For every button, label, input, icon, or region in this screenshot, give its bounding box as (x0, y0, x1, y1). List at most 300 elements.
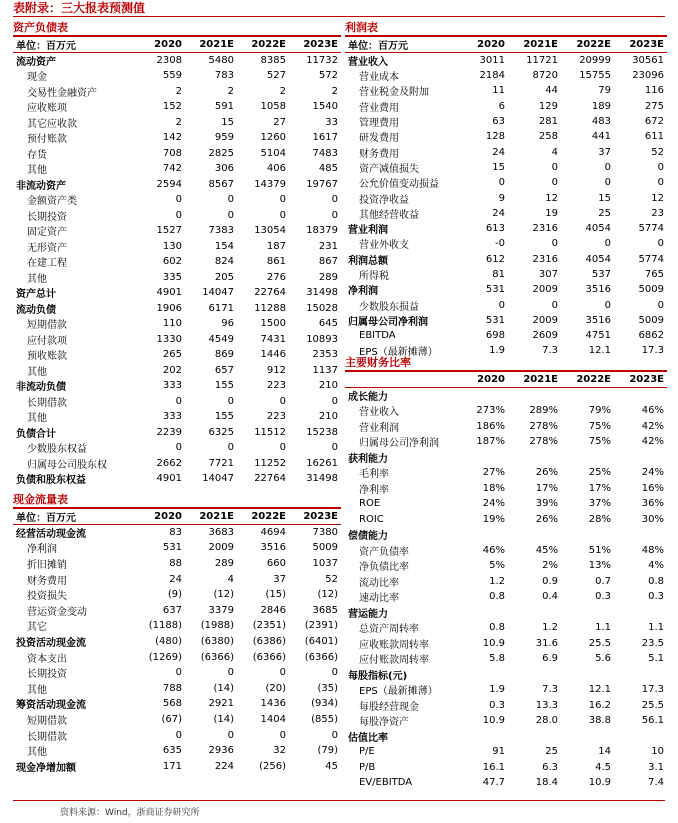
year-header: 2020 (455, 372, 508, 388)
year-header: 2021E (508, 37, 561, 53)
cell-value: 13% (588, 560, 611, 572)
cell-value: 335 (162, 271, 182, 283)
cell-value: 15238 (306, 426, 338, 438)
year-header: 2020 (133, 37, 185, 53)
cell-value: 0 (551, 161, 558, 173)
cell-value: 1404 (260, 714, 286, 726)
cell-value: 0 (175, 729, 182, 741)
cell-value: 0.8 (489, 591, 505, 603)
row-label: 营业外收支 (359, 240, 409, 252)
cell-value: 5774 (638, 253, 664, 265)
cell-value: 128 (485, 131, 505, 143)
table-row (345, 682, 667, 698)
row-label: 资产负债率 (359, 546, 409, 558)
cell-value: (67) (161, 714, 182, 726)
cell-value: 42% (641, 420, 664, 432)
table-row (13, 53, 341, 69)
table-row (345, 175, 667, 190)
cell-value: 31498 (306, 473, 338, 485)
table-row (13, 130, 341, 146)
cell-value: 7721 (208, 457, 234, 469)
row-label: 现金 (27, 72, 47, 84)
cell-value: 4 (227, 573, 234, 585)
cell-value: 0.8 (648, 575, 664, 587)
cell-value: 7431 (260, 333, 286, 345)
cell-value: 4% (648, 560, 664, 572)
table-row (13, 649, 341, 665)
table-row (345, 434, 667, 450)
cell-value: 8567 (208, 178, 234, 190)
table-row (345, 297, 667, 312)
cell-value: 1037 (312, 558, 338, 570)
title-rule (13, 16, 665, 17)
cell-value: 52 (325, 573, 338, 585)
row-label: 营业利润 (359, 422, 399, 434)
cell-value: 1527 (156, 225, 182, 237)
row-label: 非流动负债 (16, 382, 66, 394)
row-label: 应付款项 (27, 335, 67, 347)
row-label: 投资净收益 (359, 194, 409, 206)
cell-value: 912 (266, 364, 286, 376)
cell-value: 0.8 (489, 622, 505, 634)
cell-value: 25 (545, 746, 558, 758)
cell-value: (256) (259, 760, 286, 772)
cell-value: 83 (169, 527, 182, 539)
page-title: 表附录：三大报表预测值 (13, 1, 146, 15)
row-label: 其他 (27, 366, 47, 378)
row-label: 存货 (27, 149, 47, 161)
cell-value: 2353 (312, 349, 338, 361)
row-label: 长期投资 (27, 211, 67, 223)
cell-value: 18.4 (535, 777, 558, 789)
cell-value: 11252 (254, 457, 286, 469)
cell-value: 5009 (638, 284, 664, 296)
cell-value: 611 (644, 131, 664, 143)
category-row (345, 388, 667, 404)
cell-value: 258 (538, 131, 558, 143)
row-label: 经营活动现金流 (16, 529, 86, 541)
cell-value: 1330 (156, 333, 182, 345)
cell-value: 48% (641, 544, 664, 556)
cell-value: 3685 (312, 604, 338, 616)
cell-value: 1.2 (489, 575, 505, 587)
cell-value: 0 (331, 667, 338, 679)
row-label: 其他 (27, 413, 47, 425)
income-statement-panel (345, 20, 667, 359)
table-row (13, 696, 341, 712)
row-label: 营业收入 (359, 407, 399, 419)
cell-value: 0 (279, 395, 286, 407)
cell-value: 2825 (208, 147, 234, 159)
cell-value: 202 (162, 364, 182, 376)
row-label: 少数股东权益 (27, 444, 87, 456)
cell-value: 441 (591, 131, 611, 143)
table-row (345, 99, 667, 114)
row-label: 净利润 (348, 286, 378, 298)
cell-value: (79) (317, 745, 338, 757)
cell-value: 2921 (208, 698, 234, 710)
cell-value: (14) (213, 714, 234, 726)
cell-value: (9) (167, 589, 182, 601)
table-row (345, 206, 667, 221)
cell-value: 79 (598, 85, 611, 97)
cell-value: 0 (175, 194, 182, 206)
row-label: 长期借款 (27, 397, 67, 409)
cell-value: 1058 (260, 101, 286, 113)
cell-value: 14379 (254, 178, 286, 190)
cash-flow-panel (13, 492, 341, 774)
cell-value (561, 729, 614, 745)
table-row (13, 743, 341, 759)
cell-value: 37 (273, 573, 286, 585)
cell-value: 0 (227, 667, 234, 679)
table-row (13, 665, 341, 681)
row-label: 短期借款 (27, 320, 67, 332)
cell-value: 110 (162, 318, 182, 330)
cell-value: 0 (498, 177, 505, 189)
category-row (345, 605, 667, 621)
cell-value: 28.0 (535, 715, 558, 727)
row-label: 应付账款周转率 (359, 655, 429, 667)
table-row (13, 316, 341, 332)
source-note: 资料来源：Wind，浙商证券研究所 (60, 808, 200, 818)
table-row (345, 744, 667, 760)
cell-value: 3.1 (648, 761, 664, 773)
cell-value: 0 (227, 442, 234, 454)
cell-value (614, 667, 667, 683)
header-row (13, 509, 341, 525)
table-row (13, 254, 341, 270)
cell-value: 12.1 (588, 345, 611, 357)
cell-value: 81 (492, 269, 505, 280)
cell-value: 14 (598, 746, 611, 758)
cell-value: 485 (318, 163, 338, 175)
cell-value: 0 (657, 161, 664, 173)
cell-value: 306 (214, 163, 234, 175)
cell-value: 96 (221, 318, 234, 330)
cell-value: 0 (279, 442, 286, 454)
unit-label: 单位：百万元 (13, 37, 133, 53)
cell-value: 0.3 (595, 591, 611, 603)
row-label: 在建工程 (27, 258, 67, 270)
table-row (345, 114, 667, 129)
cell-value: 27 (273, 116, 286, 128)
table-row (345, 83, 667, 98)
table-row (13, 634, 341, 650)
table-row (13, 440, 341, 456)
row-label: 财务费用 (27, 575, 67, 587)
cell-value: 7380 (312, 527, 338, 539)
cell-value: 572 (318, 70, 338, 82)
cell-value: (1188) (148, 620, 182, 632)
cell-value: 13054 (254, 225, 286, 237)
table-row (345, 496, 667, 512)
cell-value: (6401) (304, 636, 338, 648)
cell-value: 39% (535, 498, 558, 510)
cell-value (455, 729, 508, 745)
cell-value: 0 (175, 667, 182, 679)
row-label: 其它应收款 (27, 118, 77, 130)
table-row (13, 208, 341, 224)
cell-value: 1137 (312, 364, 338, 376)
cell-value: 142 (162, 132, 182, 144)
cell-value: 16.2 (588, 699, 611, 711)
cell-value: 15028 (306, 302, 338, 314)
cell-value: 10 (651, 746, 664, 758)
table-row (13, 556, 341, 572)
row-label: 营业利润 (348, 225, 388, 237)
cell-value: 637 (162, 604, 182, 616)
cell-value: 0 (498, 299, 505, 311)
table-row (13, 146, 341, 162)
year-header: 2022E (561, 372, 614, 388)
year-header: 2020 (133, 509, 185, 525)
cell-value (614, 729, 667, 745)
cell-value: 0 (657, 238, 664, 250)
cell-value: 657 (214, 364, 234, 376)
table-row (13, 68, 341, 84)
table-row (345, 465, 667, 481)
table-row (345, 589, 667, 605)
cell-value: 11 (492, 85, 505, 97)
cell-value: 31.6 (535, 637, 558, 649)
cell-value: (6380) (200, 636, 234, 648)
row-label: 投资活动现金流 (16, 638, 86, 650)
row-label: 研发费用 (359, 133, 399, 145)
table-row (13, 759, 341, 775)
table-row (13, 177, 341, 193)
cell-value: 0 (604, 161, 611, 173)
table-row (13, 681, 341, 697)
cell-value: 1446 (260, 349, 286, 361)
cell-value: (6366) (252, 651, 286, 663)
row-label: 净负债比率 (359, 562, 409, 574)
cell-value (561, 605, 614, 621)
cell-value: 1.9 (489, 345, 505, 357)
cell-value: 0 (227, 194, 234, 206)
cell-value: 11732 (306, 55, 338, 66)
year-header: 2023E (614, 37, 667, 53)
bottom-rule (13, 800, 665, 801)
cell-value: 1.1 (595, 622, 611, 634)
year-header: 2021E (508, 372, 561, 388)
row-label: 固定资产 (27, 227, 67, 239)
cell-value: 223 (266, 411, 286, 423)
cell-value: 44 (545, 85, 558, 97)
cell-value (508, 605, 561, 621)
row-label: 短期借款 (27, 716, 67, 728)
cell-value: 25 (598, 207, 611, 219)
cell-value: 0 (331, 194, 338, 206)
cell-value: 15 (221, 116, 234, 128)
cell-value: 19% (482, 513, 505, 525)
cell-value: 0 (279, 729, 286, 741)
row-label: 所得税 (359, 271, 389, 282)
row-label: 偿债能力 (348, 531, 388, 543)
row-label: 毛利率 (359, 469, 389, 481)
table-row (345, 419, 667, 435)
cell-value: 1.2 (542, 622, 558, 634)
cell-value: 2594 (156, 178, 182, 190)
cell-value (508, 667, 561, 683)
cell-value: 765 (644, 269, 664, 280)
row-label: 投资损失 (27, 591, 67, 603)
cell-value: 2316 (532, 223, 558, 235)
cell-value: 16261 (306, 457, 338, 469)
cell-value: 0 (331, 395, 338, 407)
cell-value: 24 (492, 207, 505, 219)
row-label: 折旧摊销 (27, 560, 67, 572)
cell-value: 45% (535, 544, 558, 556)
cell-value: 7.4 (648, 777, 664, 789)
cell-value: (12) (317, 589, 338, 601)
cell-value: 278% (529, 436, 558, 448)
table-row (345, 68, 667, 83)
cell-value: 2316 (532, 253, 558, 265)
cell-value: 7483 (312, 147, 338, 159)
cell-value: 1906 (156, 302, 182, 314)
cell-value: (6386) (252, 636, 286, 648)
row-label: 估值比率 (348, 732, 388, 744)
cell-value: 2 (227, 85, 234, 97)
cell-value: 27% (482, 467, 505, 479)
cell-value: 25% (588, 467, 611, 479)
table-row (345, 713, 667, 729)
cell-value: 79% (588, 405, 611, 417)
cell-value: 531 (485, 284, 505, 296)
cell-value: 2 (279, 85, 286, 97)
cell-value: 0 (279, 667, 286, 679)
cell-value: (14) (213, 682, 234, 694)
row-label: 其他 (27, 684, 47, 696)
cell-value: (2391) (304, 620, 338, 632)
row-label: 财务费用 (359, 148, 399, 160)
cell-value: 708 (162, 147, 182, 159)
table-row (345, 574, 667, 590)
row-label: 长期借款 (27, 731, 67, 743)
cell-value: 75% (588, 420, 611, 432)
cell-value: 5009 (312, 542, 338, 554)
table-row (345, 190, 667, 205)
unit-label: 单位：百万元 (345, 37, 455, 53)
cell-value: 37 (598, 146, 611, 158)
cell-value: (855) (311, 714, 338, 726)
section-title: 现金流量表 (13, 492, 341, 509)
table-row (13, 161, 341, 177)
cell-value (508, 450, 561, 466)
cell-value: 11512 (254, 426, 286, 438)
cell-value: 5.1 (648, 653, 664, 665)
table-row (13, 332, 341, 348)
cell-value: 187% (476, 436, 505, 448)
row-label: 利润总额 (348, 255, 388, 267)
table-row (13, 394, 341, 410)
cell-value: 2% (542, 560, 558, 572)
cell-value: 154 (214, 240, 234, 252)
cell-value: 4549 (208, 333, 234, 345)
row-label: 筹资活动现金流 (16, 700, 86, 712)
cell-value: 0 (175, 209, 182, 221)
cell-value: 612 (485, 253, 505, 265)
data-table (13, 37, 341, 487)
cell-value: 17% (535, 482, 558, 494)
row-label: 预付账款 (27, 134, 67, 146)
cell-value: 3516 (585, 314, 611, 326)
cell-value: 783 (214, 70, 234, 82)
cell-value: 36% (641, 498, 664, 510)
cell-value: 186% (476, 420, 505, 432)
cell-value: 0 (551, 177, 558, 189)
row-label: 每股净资产 (359, 717, 409, 729)
table-row (345, 481, 667, 497)
cell-value: 1617 (312, 132, 338, 144)
row-label: 资产减值损失 (359, 163, 419, 175)
cell-value: 5774 (638, 223, 664, 235)
cell-value: 30561 (632, 55, 664, 66)
row-label: 交易性金融资产 (27, 87, 97, 99)
cell-value: 4901 (156, 473, 182, 485)
cell-value: (35) (317, 682, 338, 694)
table-row (13, 223, 341, 239)
cell-value: 4 (551, 146, 558, 158)
row-label: 每股经营现金 (359, 701, 419, 713)
cell-value: 281 (538, 116, 558, 128)
table-row (13, 571, 341, 587)
cell-value: 0 (657, 177, 664, 189)
cell-value: 6325 (208, 426, 234, 438)
cell-value: 19 (545, 207, 558, 219)
cell-value: 4.5 (595, 761, 611, 773)
year-header: 2023E (289, 509, 341, 525)
cell-value: 7383 (208, 225, 234, 237)
cell-value: 698 (485, 330, 505, 342)
cell-value (508, 388, 561, 404)
cell-value: 155 (214, 411, 234, 423)
row-label: 无形资产 (27, 242, 67, 254)
table-row (13, 270, 341, 286)
cell-value: 33 (325, 116, 338, 128)
cell-value: 483 (591, 116, 611, 128)
cell-value: 11288 (254, 302, 286, 314)
cell-value: 6.3 (542, 761, 558, 773)
table-row (13, 525, 341, 541)
cell-value: (20) (265, 682, 286, 694)
year-header: 2022E (237, 37, 289, 53)
cell-value: 17.3 (641, 684, 664, 696)
header-row (345, 37, 667, 53)
row-label: 其他 (27, 273, 47, 285)
cell-value (614, 605, 667, 621)
cell-value: 531 (162, 542, 182, 554)
table-row (13, 84, 341, 100)
cell-value: 275 (644, 100, 664, 112)
cell-value: 6 (498, 100, 505, 112)
cell-value: 568 (162, 698, 182, 710)
cell-value: 0 (279, 209, 286, 221)
year-header: 2021E (185, 37, 237, 53)
row-label: P/B (359, 761, 376, 773)
table-row (345, 760, 667, 776)
cell-value: 559 (162, 70, 182, 82)
cell-value: 0 (331, 442, 338, 454)
cell-value: 289 (214, 558, 234, 570)
cell-value: 10.9 (482, 637, 505, 649)
cell-value: 2308 (156, 55, 182, 66)
cell-value: 24 (169, 573, 182, 585)
cell-value: 22764 (254, 473, 286, 485)
data-table (13, 509, 341, 774)
cell-value (455, 388, 508, 404)
